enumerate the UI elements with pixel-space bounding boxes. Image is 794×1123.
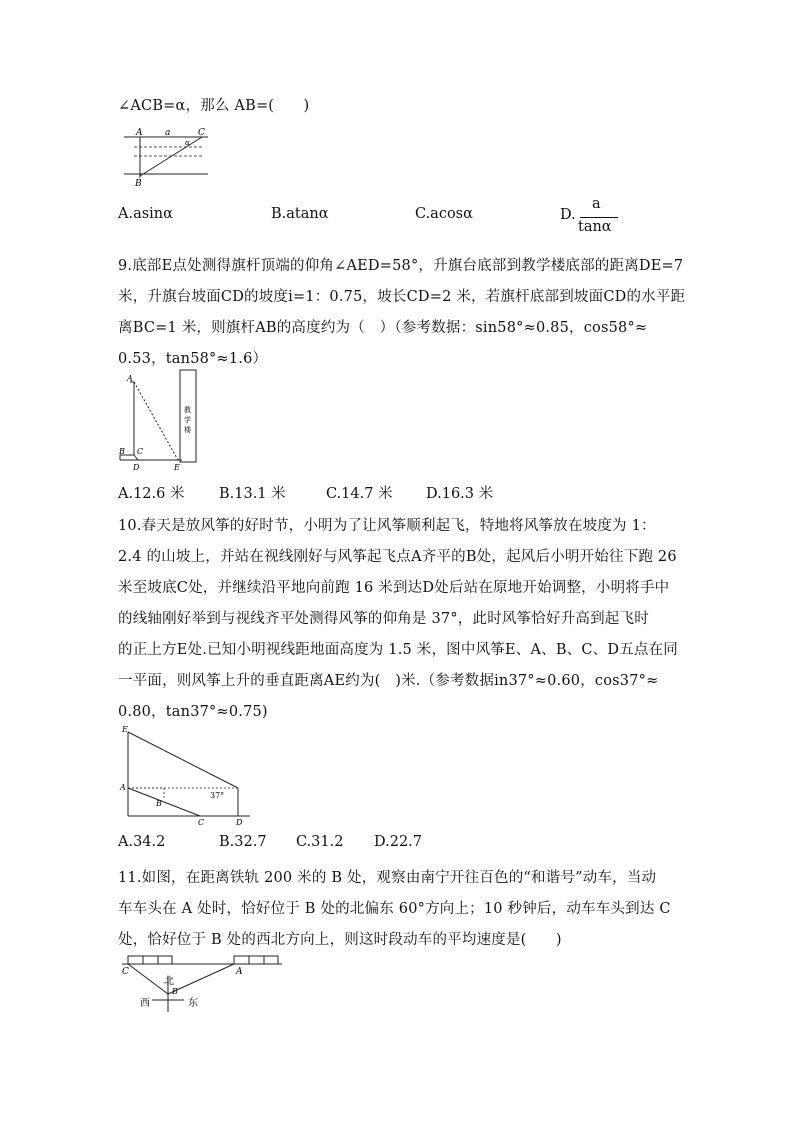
q9-line-3: 离BC=1 米，则旗杆AB的高度约为（ ）（参考数据：sin58°≈0.85，cos58°≈ bbox=[118, 320, 648, 336]
q8-label-B: B bbox=[135, 179, 142, 188]
q10-option-b: B.32.7 bbox=[219, 834, 267, 850]
q8-option-c: C.acosα bbox=[415, 206, 473, 222]
q10-angle-label: 37° bbox=[210, 791, 225, 800]
fraction-bar bbox=[580, 217, 618, 218]
q11-label-west: 西 bbox=[140, 998, 150, 1009]
q9-label-C: C bbox=[137, 447, 144, 456]
q10-line-7: 0.80，tan37°≈0.75) bbox=[118, 704, 268, 720]
q10-label-E: E bbox=[122, 725, 128, 734]
q9-label-B: B bbox=[119, 447, 125, 456]
q9-building-char-2: 学 bbox=[184, 416, 191, 424]
q10-line-3: 米至坡底C处，并继续沿平地向前跑 16 米到达D处后站在原地开始调整，小明将手中 bbox=[118, 580, 670, 596]
q10-option-d: D.22.7 bbox=[374, 834, 423, 850]
q10-label-A: A bbox=[120, 783, 126, 792]
q11-label-C: C bbox=[122, 967, 129, 977]
q9-label-A: A bbox=[127, 374, 133, 383]
q10-line-4: 的线轴刚好举到与视线齐平处测得风筝的仰角是 37°，此时风筝恰好升高到起飞时 bbox=[118, 611, 649, 627]
q8-label-a: a bbox=[165, 128, 171, 138]
q9-option-c: C.14.7 米 bbox=[326, 486, 393, 502]
q9-line-4: 0.53，tan58°≈1.6） bbox=[118, 351, 268, 367]
q9-figure bbox=[116, 368, 202, 474]
q9-option-b: B.13.1 米 bbox=[219, 486, 286, 502]
q11-label-north: 北 bbox=[164, 976, 174, 987]
q9-label-E: E bbox=[174, 463, 180, 472]
q8-option-d-denominator: tanα bbox=[578, 219, 612, 235]
q8-text: ∠ACB=α，那么 AB=( ) bbox=[118, 98, 310, 114]
q11-figure bbox=[118, 950, 284, 1014]
q11-line-1: 11.如图，在距离铁轨 200 米的 B 处，观察由南宁开往百色的“和谐号”动车，当动 bbox=[118, 870, 657, 886]
q9-line-1: 9.底部E点处测得旗杆顶端的仰角∠AED=58°，升旗台底部到教学楼底部的距离DE=7 bbox=[118, 258, 684, 274]
q9-label-D: D bbox=[133, 463, 140, 472]
q10-line-6: 一平面，则风筝上升的垂直距离AE约为( )米.（参考数据in37°≈0.60，cos37°≈ bbox=[118, 673, 659, 689]
q10-line-5: 的正上方E处.已知小明视线距地面高度为 1.5 米，图中风筝E、A、B、C、D五点在同 bbox=[118, 642, 679, 658]
q11-line-2: 车车头在 A 处时，恰好位于 B 处的北偏东 60°方向上；10 秒钟后，动车车头到达 C bbox=[118, 901, 671, 917]
q9-option-d: D.16.3 米 bbox=[426, 486, 494, 502]
q11-line-3: 处，恰好位于 B 处的西北方向上，则这时段动车的平均速度是( ) bbox=[118, 932, 562, 948]
q10-label-C: C bbox=[198, 818, 205, 826]
q8-label-alpha: α bbox=[185, 139, 190, 147]
q8-option-d-prefix: D. bbox=[560, 207, 576, 223]
q10-option-c: C.31.2 bbox=[296, 834, 344, 850]
q11-label-A: A bbox=[236, 967, 243, 977]
q11-label-B: B bbox=[172, 987, 178, 996]
q10-label-D: D bbox=[236, 818, 243, 826]
q8-option-b: B.atanα bbox=[271, 206, 329, 222]
q9-building-char-3: 楼 bbox=[184, 426, 191, 434]
q8-label-A: A bbox=[136, 128, 143, 138]
q10-label-B: B bbox=[156, 799, 162, 808]
q8-option-a: A.asinα bbox=[118, 206, 173, 222]
q11-label-east: 东 bbox=[188, 998, 198, 1009]
q10-figure bbox=[118, 722, 254, 826]
q9-option-a: A.12.6 米 bbox=[118, 486, 185, 502]
q8-figure bbox=[118, 126, 210, 188]
q9-line-2: 米，升旗台坡面CD的坡度i=1：0.75，坡长CD=2 米，若旗杆底部到坡面CD的水平距 bbox=[118, 289, 686, 305]
q8-label-C: C bbox=[198, 128, 205, 138]
q8-option-d-numerator: a bbox=[592, 196, 601, 212]
q10-line-1: 10.春天是放风筝的好时节，小明为了让风筝顺利起飞，特地将风筝放在坡度为 1： bbox=[118, 518, 656, 534]
q10-option-a: A.34.2 bbox=[118, 834, 166, 850]
q9-building-char-1: 教 bbox=[184, 406, 191, 414]
q10-line-2: 2.4 的山坡上，并站在视线刚好与风筝起飞点A齐平的B处，起风后小明开始往下跑 26 bbox=[118, 549, 677, 565]
